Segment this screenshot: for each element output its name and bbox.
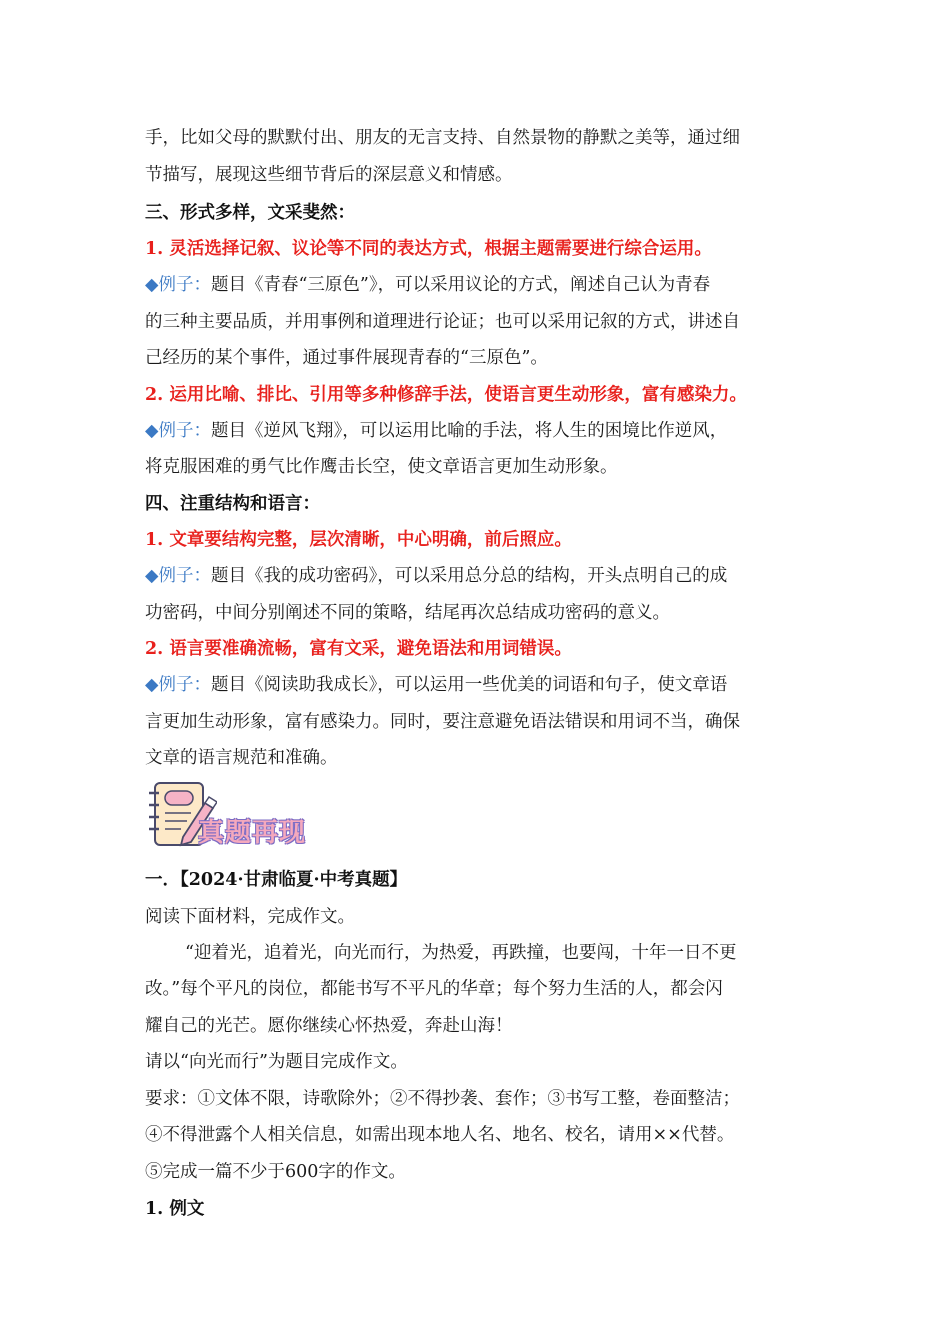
body-line: 文章的语言规范和准确。 — [145, 748, 338, 768]
section-banner — [143, 775, 323, 853]
question-heading: 一．【2024·甘肃临夏·中考真题】 — [145, 870, 408, 890]
body-line: ④不得泄露个人相关信息，如需出现本地人名、地名、校名，请用××代替。 — [145, 1125, 735, 1145]
banner-title: 真题再现 — [198, 818, 307, 848]
point-heading: 1. 灵活选择记叙、议论等不同的表达方式，根据主题需要进行综合运用。 — [145, 239, 712, 259]
point-heading: 2. 运用比喻、排比、引用等多种修辞手法，使语言更生动形象，富有感染力。 — [145, 385, 747, 405]
body-line: 要求：①文体不限，诗歌除外；②不得抄袭、套作；③书写工整，卷面整洁； — [145, 1089, 740, 1109]
example-line — [145, 673, 825, 697]
body-line: 手，比如父母的默默付出、朋友的无言支持、自然景物的静默之美等，通过细 — [145, 128, 740, 148]
example-text: 题目《阅读助我成长》，可以运用一些优美的词语和句子，使文章语 — [210, 675, 728, 695]
body-line: 功密码，中间分别阐述不同的策略，结尾再次总结成功密码的意义。 — [145, 603, 670, 623]
body-line: 的三种主要品质，并用事例和道理进行论证；也可以采用记叙的方式，讲述自 — [145, 312, 740, 332]
example-line — [145, 419, 825, 443]
body-line: 请以“向光而行”为题目完成作文。 — [145, 1052, 408, 1072]
example-label: ◆例子： — [145, 275, 211, 295]
example-text: 题目《我的成功密码》，可以采用总分总的结构，开头点明自己的成 — [210, 566, 728, 586]
example-label: ◆例子： — [145, 675, 211, 695]
body-line: 阅读下面材料，完成作文。 — [145, 907, 355, 927]
body-line: 己经历的某个事件，通过事件展现青春的“三原色”。 — [145, 348, 548, 368]
example-line — [145, 273, 825, 297]
example-label: ◆例子： — [145, 566, 211, 586]
body-line: 耀自己的光芒。愿你继续心怀热爱，奔赴山海！ — [145, 1016, 513, 1036]
subsection-heading: 1. 例文 — [145, 1199, 205, 1219]
example-text: 题目《逆风飞翔》，可以运用比喻的手法，将人生的困境比作逆风， — [210, 421, 728, 441]
body-line: ⑤完成一篇不少于600字的作文。 — [145, 1162, 406, 1182]
body-line: “迎着光，追着光，向光而行，为热爱，再跌撞，也要闯，十年一日不更 — [185, 943, 737, 963]
example-line — [145, 564, 825, 588]
section-heading: 三、形式多样，文采斐然： — [145, 203, 355, 223]
body-line: 节描写，展现这些细节背后的深层意义和情感。 — [145, 165, 513, 185]
section-heading: 四、注重结构和语言： — [145, 494, 320, 514]
body-line: 言更加生动形象，富有感染力。同时，要注意避免语法错误和用词不当，确保 — [145, 712, 740, 732]
body-line: 改。”每个平凡的岗位，都能书写不平凡的华章；每个努力生活的人，都会闪 — [145, 979, 723, 999]
example-label: ◆例子： — [145, 421, 211, 441]
body-line: 将克服困难的勇气比作鹰击长空，使文章语言更加生动形象。 — [145, 457, 618, 477]
point-heading: 1. 文章要结构完整，层次清晰，中心明确，前后照应。 — [145, 530, 572, 550]
point-heading: 2. 语言要准确流畅，富有文采，避免语法和用词错误。 — [145, 639, 572, 659]
example-text: 题目《青春“三原色”》，可以采用议论的方式，阐述自己认为青春 — [210, 275, 711, 295]
